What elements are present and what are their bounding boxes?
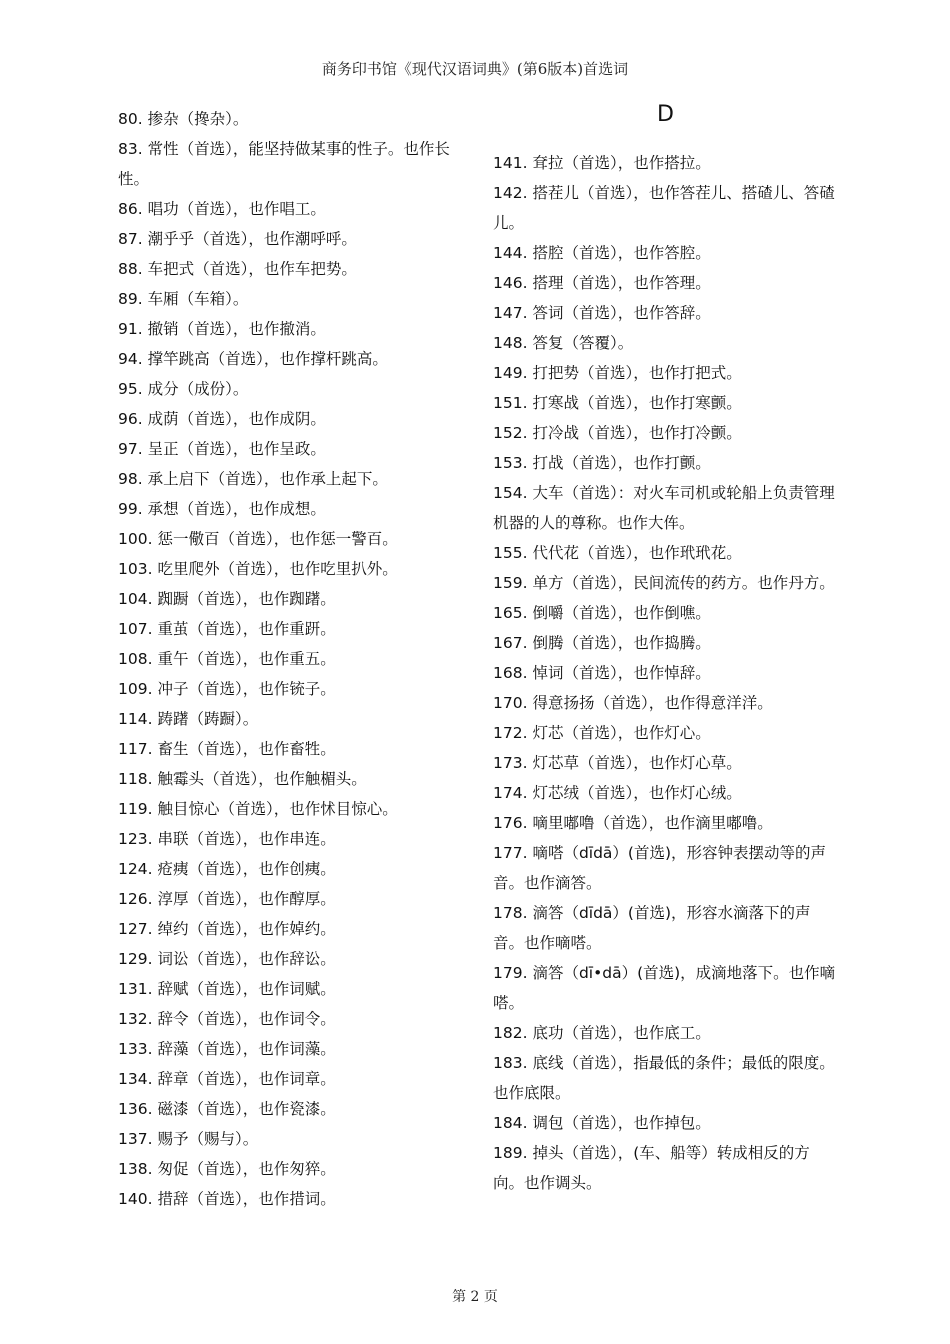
entry-item <box>118 494 478 524</box>
entry-text: 潮乎乎（首选），也作潮呼呼。 <box>142 230 357 248</box>
entry-text: 措辞（首选），也作措词。 <box>152 1190 336 1208</box>
entry-item <box>118 974 478 1004</box>
entry-number: 99. <box>118 500 143 518</box>
entry-text: 倒嚼（首选），也作倒噍。 <box>527 604 711 622</box>
entry-item <box>118 1184 478 1214</box>
entry-text: 承上启下（首选），也作承上起下。 <box>142 470 388 488</box>
entry-item <box>118 104 478 134</box>
entry-item <box>493 328 838 358</box>
entry-number: 182. <box>493 1024 528 1042</box>
entry-number: 132. <box>118 1010 153 1028</box>
entry-item <box>493 748 838 778</box>
entry-text: 呈正（首选），也作呈政。 <box>142 440 326 458</box>
entry-number: 114. <box>118 710 153 728</box>
entry-item <box>118 554 478 584</box>
entry-text: 打把势（首选），也作打把式。 <box>527 364 742 382</box>
entry-item <box>118 914 478 944</box>
entry-text: 辞章（首选），也作词章。 <box>152 1070 336 1088</box>
entry-text: 辞令（首选），也作词令。 <box>152 1010 336 1028</box>
entry-text: 答复（答覆）。 <box>527 334 634 352</box>
entry-text: 触霉头（首选），也作触楣头。 <box>152 770 367 788</box>
entry-item <box>493 1018 838 1048</box>
entry-item <box>118 614 478 644</box>
entry-number: 83. <box>118 140 143 158</box>
entry-number: 184. <box>493 1114 528 1132</box>
entry-number: 87. <box>118 230 143 248</box>
entry-number: 94. <box>118 350 143 368</box>
entry-number: 144. <box>493 244 528 262</box>
entry-item <box>118 824 478 854</box>
entry-number: 136. <box>118 1100 153 1118</box>
entry-text: 大车（首选）：对火车司机或轮船上负责管理机器的人的尊称。也作大伡。 <box>493 484 835 532</box>
entry-text: 触目惊心（首选），也作怵目惊心。 <box>152 800 398 818</box>
entry-item <box>118 944 478 974</box>
entry-number: 89. <box>118 290 143 308</box>
entry-item <box>493 688 838 718</box>
entry-number: 177. <box>493 844 528 862</box>
entry-number: 183. <box>493 1054 528 1072</box>
entry-text: 搭腔（首选），也作答腔。 <box>527 244 711 262</box>
entry-item <box>118 464 478 494</box>
entry-number: 165. <box>493 604 528 622</box>
entry-number: 109. <box>118 680 153 698</box>
entry-number: 134. <box>118 1070 153 1088</box>
entry-item <box>493 598 838 628</box>
entry-number: 80. <box>118 110 143 128</box>
entry-item <box>118 1124 478 1154</box>
entry-number: 126. <box>118 890 153 908</box>
entry-number: 173. <box>493 754 528 772</box>
entry-item <box>493 418 838 448</box>
entry-text: 灯芯草（首选），也作灯心草。 <box>527 754 742 772</box>
entry-item <box>493 898 838 958</box>
entry-text: 得意扬扬（首选），也作得意洋洋。 <box>527 694 773 712</box>
entry-text: 车把式（首选），也作车把势。 <box>142 260 357 278</box>
entry-item <box>118 374 478 404</box>
entry-number: 140. <box>118 1190 153 1208</box>
entry-number: 123. <box>118 830 153 848</box>
entry-number: 167. <box>493 634 528 652</box>
entry-item <box>493 778 838 808</box>
entry-item <box>493 358 838 388</box>
entry-number: 159. <box>493 574 528 592</box>
entry-text: 常性（首选），能坚持做某事的性子。也作长性。 <box>118 140 450 188</box>
entry-number: 131. <box>118 980 153 998</box>
entry-number: 151. <box>493 394 528 412</box>
entry-item <box>118 1034 478 1064</box>
entry-text: 灯芯（首选），也作灯心。 <box>527 724 711 742</box>
entry-item <box>493 238 838 268</box>
entry-item <box>118 1004 478 1034</box>
entry-item <box>493 1048 838 1108</box>
entry-item <box>493 538 838 568</box>
entry-item <box>118 1154 478 1184</box>
entry-number: 174. <box>493 784 528 802</box>
entry-item <box>493 838 838 898</box>
section-letter: D <box>657 102 674 127</box>
page-header: 商务印书馆《现代汉语词典》(第6版本)首选词 <box>321 60 629 78</box>
entry-text: 辞藻（首选），也作词藻。 <box>152 1040 336 1058</box>
entry-item <box>118 764 478 794</box>
entry-number: 153. <box>493 454 528 472</box>
entry-text: 倒腾（首选），也作捣腾。 <box>527 634 711 652</box>
entry-item <box>118 194 478 224</box>
entry-number: 142. <box>493 184 528 202</box>
entry-text: 打冷战（首选），也作打冷颤。 <box>527 424 742 442</box>
entry-item <box>493 958 838 1018</box>
entry-text: 辞赋（首选），也作词赋。 <box>152 980 336 998</box>
entry-item <box>493 478 838 538</box>
entry-text: 调包（首选），也作掉包。 <box>527 1114 711 1132</box>
entry-text: 搭理（首选），也作答理。 <box>527 274 711 292</box>
entry-number: 138. <box>118 1160 153 1178</box>
entry-number: 170. <box>493 694 528 712</box>
entry-text: 底线（首选），指最低的条件；最低的限度。也作底限。 <box>493 1054 835 1102</box>
entry-text: 代代花（首选），也作玳玳花。 <box>527 544 742 562</box>
entry-number: 148. <box>493 334 528 352</box>
entry-text: 打寒战（首选），也作打寒颤。 <box>527 394 742 412</box>
entry-text: 惩一儆百（首选），也作惩一警百。 <box>152 530 398 548</box>
entry-number: 100. <box>118 530 153 548</box>
entry-text: 单方（首选），民间流传的药方。也作丹方。 <box>527 574 835 592</box>
entry-text: 车厢（车箱）。 <box>142 290 249 308</box>
entry-text: 嘀嗒（dīdā）(首选)，形容钟表摆动等的声音。也作滴答。 <box>493 844 827 892</box>
entry-item <box>118 734 478 764</box>
entry-number: 137. <box>118 1130 153 1148</box>
entry-number: 152. <box>493 424 528 442</box>
entry-text: 畜生（首选），也作畜牲。 <box>152 740 336 758</box>
entry-number: 119. <box>118 800 153 818</box>
entry-text: 底功（首选），也作底工。 <box>527 1024 711 1042</box>
page-footer: 第 2 页 <box>452 1289 498 1305</box>
entry-number: 147. <box>493 304 528 322</box>
entry-text: 唱功（首选），也作唱工。 <box>142 200 326 218</box>
entry-number: 133. <box>118 1040 153 1058</box>
entry-number: 124. <box>118 860 153 878</box>
entry-number: 107. <box>118 620 153 638</box>
entry-text: 灯芯绒（首选），也作灯心绒。 <box>527 784 742 802</box>
entry-text: 磁漆（首选），也作瓷漆。 <box>152 1100 336 1118</box>
entry-text: 成分（成份）。 <box>142 380 249 398</box>
left-column <box>118 104 478 1214</box>
entry-text: 悼词（首选），也作悼辞。 <box>527 664 711 682</box>
entry-text: 踌躇（踌蹰）。 <box>152 710 259 728</box>
entry-text: 绰约（首选），也作婥约。 <box>152 920 336 938</box>
entry-text: 踟蹰（首选），也作踟躇。 <box>152 590 336 608</box>
entry-item <box>493 268 838 298</box>
entry-item <box>118 314 478 344</box>
entry-number: 95. <box>118 380 143 398</box>
entry-item <box>118 854 478 884</box>
entry-text: 重茧（首选），也作重趼。 <box>152 620 336 638</box>
entry-item <box>493 448 838 478</box>
entry-text: 滴答（dī•dā）(首选)，成滴地落下。也作嘀嗒。 <box>493 964 836 1012</box>
entry-item <box>118 584 478 614</box>
entry-text: 掉头（首选），(车、船等）转成相反的方向。也作调头。 <box>493 1144 810 1192</box>
entry-item <box>493 298 838 328</box>
entry-item <box>118 524 478 554</box>
entry-item <box>118 794 478 824</box>
entry-text: 耷拉（首选），也作搭拉。 <box>527 154 711 172</box>
entry-item <box>493 148 838 178</box>
entry-item <box>493 718 838 748</box>
entry-text: 搭茬儿（首选），也作答茬儿、搭碴儿、答碴儿。 <box>493 184 835 232</box>
entry-item <box>493 658 838 688</box>
right-column <box>493 102 838 1198</box>
entry-item <box>493 1108 838 1138</box>
entry-number: 179. <box>493 964 528 982</box>
entry-text: 撤销（首选），也作撤消。 <box>142 320 326 338</box>
entry-number: 178. <box>493 904 528 922</box>
entry-text: 承想（首选），也作成想。 <box>142 500 326 518</box>
entry-item <box>118 224 478 254</box>
entry-number: 96. <box>118 410 143 428</box>
entry-number: 129. <box>118 950 153 968</box>
entry-text: 掺杂（搀杂）。 <box>142 110 249 128</box>
entry-number: 172. <box>493 724 528 742</box>
entry-number: 98. <box>118 470 143 488</box>
entry-text: 重午（首选），也作重五。 <box>152 650 336 668</box>
entry-number: 176. <box>493 814 528 832</box>
entry-number: 189. <box>493 1144 528 1162</box>
entry-item <box>493 568 838 598</box>
entry-item <box>118 284 478 314</box>
entry-item <box>118 1064 478 1094</box>
entry-item <box>493 808 838 838</box>
entry-number: 88. <box>118 260 143 278</box>
entry-text: 疮痍（首选），也作创痍。 <box>152 860 336 878</box>
entry-text: 赐予（赐与）。 <box>152 1130 259 1148</box>
entry-text: 答词（首选），也作答辞。 <box>527 304 711 322</box>
entry-text: 嘀里嘟噜（首选），也作滴里嘟噜。 <box>527 814 773 832</box>
entry-item <box>493 1138 838 1198</box>
entry-text: 滴答（dīdā）(首选)，形容水滴落下的声音。也作嘀嗒。 <box>493 904 811 952</box>
entry-number: 154. <box>493 484 528 502</box>
entry-text: 撑竿跳高（首选），也作撑杆跳高。 <box>142 350 388 368</box>
entry-item <box>493 178 838 238</box>
entry-item <box>118 254 478 284</box>
entry-number: 168. <box>493 664 528 682</box>
entry-item <box>118 884 478 914</box>
entry-text: 吃里爬外（首选），也作吃里扒外。 <box>152 560 398 578</box>
entry-number: 103. <box>118 560 153 578</box>
entry-number: 91. <box>118 320 143 338</box>
entry-number: 149. <box>493 364 528 382</box>
entry-item <box>493 628 838 658</box>
entry-number: 118. <box>118 770 153 788</box>
entry-item <box>118 344 478 374</box>
entry-number: 97. <box>118 440 143 458</box>
entry-number: 104. <box>118 590 153 608</box>
entry-text: 打战（首选），也作打颤。 <box>527 454 711 472</box>
entry-number: 127. <box>118 920 153 938</box>
entry-text: 冲子（首选），也作铳子。 <box>152 680 336 698</box>
entry-item <box>118 1094 478 1124</box>
entry-number: 117. <box>118 740 153 758</box>
entry-number: 141. <box>493 154 528 172</box>
entry-item <box>118 644 478 674</box>
entry-text: 淳厚（首选），也作醇厚。 <box>152 890 336 908</box>
entry-text: 串联（首选），也作串连。 <box>152 830 336 848</box>
entry-item <box>493 388 838 418</box>
entry-text: 词讼（首选），也作辞讼。 <box>152 950 336 968</box>
entry-number: 86. <box>118 200 143 218</box>
entry-text: 匆促（首选），也作匆猝。 <box>152 1160 336 1178</box>
entry-number: 108. <box>118 650 153 668</box>
entry-item <box>118 434 478 464</box>
entry-number: 146. <box>493 274 528 292</box>
entry-item <box>118 674 478 704</box>
entry-item <box>118 134 478 194</box>
entry-text: 成荫（首选），也作成阴。 <box>142 410 326 428</box>
entry-number: 155. <box>493 544 528 562</box>
entry-item <box>118 704 478 734</box>
entry-item <box>118 404 478 434</box>
